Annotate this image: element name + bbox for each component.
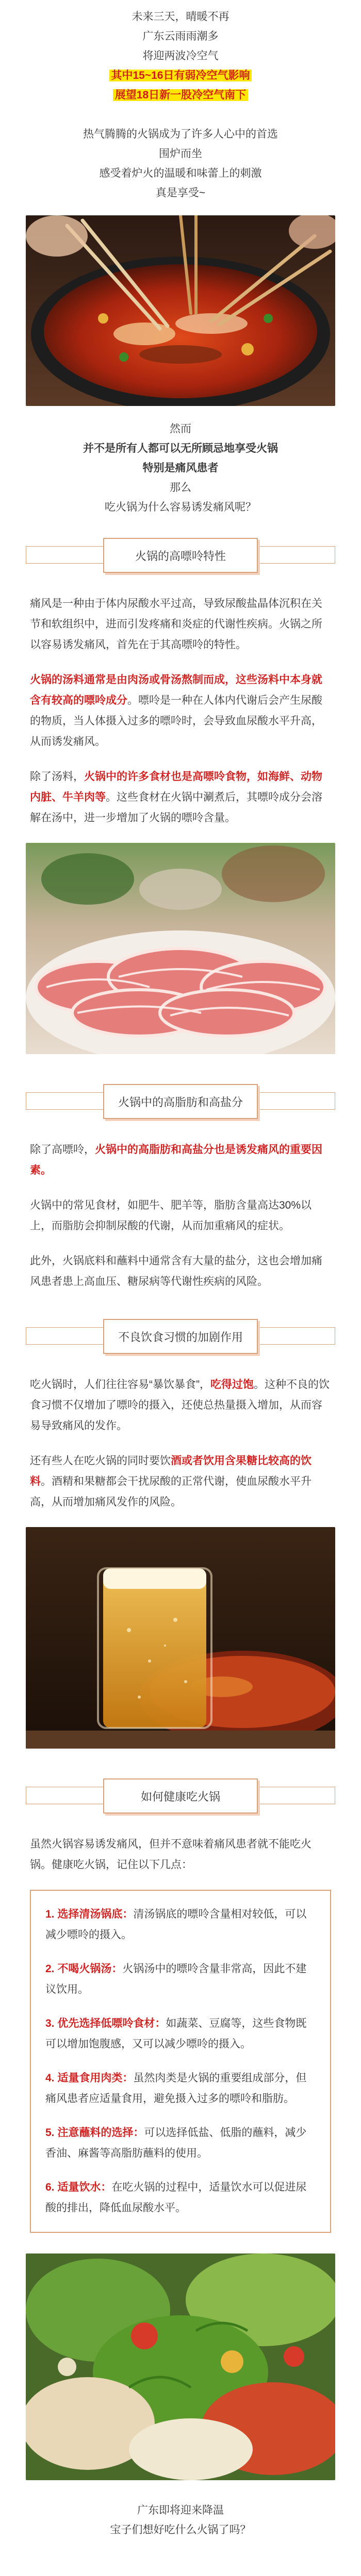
tip-title: 1. 选择清汤锅底： [45,1908,134,1920]
intro-block [0,0,361,203]
intro-line: 未来三天，晴暖不再 [132,11,229,23]
intro-line-red [0,66,361,86]
tip-text: 可以选择低盐、低脂的蘸料，减少香油、麻酱等高脂肪蘸料的使用。 [45,2127,307,2159]
section-title-4 [26,1778,335,1811]
paragraph-text: 。酒精和果糖都会干扰尿酸的正常代谢，使血尿酸水平升高，从而增加痛风发作的风险。 [30,1476,311,1508]
section-title-text: 火锅中的高脂肪和高盐分 [118,1095,243,1109]
emphasis-text: 酒或者饮用含果糖比较高的饮料 [30,1455,311,1487]
paragraph: 痛风是一种由于体内尿酸水平过高，导致尿酸盐晶体沉积在关节和软组织中，进而引发疼痛和炎症的代谢性疾病。火锅之所以容易诱发痛风，首先在于其高嘌呤的特性。 [30,598,322,651]
paragraph [30,1375,331,1436]
intro-line-red: 特别是痛风患者 [142,462,219,474]
tip-title: 3. 优先选择低嘌呤食材： [45,2018,166,2029]
tip-item [45,2068,316,2109]
tip-text: 火锅汤中的嘌呤含量非常高，因此不建议饮用。 [45,1963,307,1995]
paragraph-text: 。这种不良的饮食习惯不仅增加了嘌呤的摄入，还使总热量摄入增加，从而容易导致痛风的发作。 [30,1379,330,1432]
tip-title: 2. 不喝火锅汤： [45,1963,123,1975]
emphasis-text: 火锅中的许多食材也是高嘌呤食物，如海鲜、动物内脏、牛羊肉等 [30,771,322,803]
vegetables-photo [26,2253,335,2480]
outro-line: 宝子们想好吃什么火锅了吗？ [110,2524,251,2536]
emphasis-text: 火锅的汤料通常是由肉汤或骨汤熬制而成，这些汤料中本身就含有较高的嘌呤成分 [30,674,322,706]
outro-block [0,2501,361,2540]
section-2-body [0,1140,361,1292]
section-1-body [0,594,361,828]
tip-item [45,2013,316,2055]
emphasis-text: 吃得过饱 [210,1379,254,1391]
section-title-1 [26,538,335,571]
beer-hotpot-photo [26,1527,335,1749]
hotpot-photo [26,215,335,406]
highlight-text: 其中15~16日有弱冷空气影响 [109,70,252,81]
intro-line-red: 并不是所有人都可以无所顾忌地享受火锅 [83,443,278,454]
tip-text: 虽然肉类是火锅的重要组成部分，但痛风患者应适量食用，避免摄入过多的嘌呤和脂肪。 [45,2072,307,2105]
intro-line: 吃火锅为什么容易诱发痛风呢？ [105,501,256,513]
intro-line: 热气腾腾的火锅成为了许多人心中的首选 [83,128,278,140]
tip-text: 在吃火锅的过程中，适量饮水可以促进尿酸的排出，降低血尿酸水平。 [45,2181,307,2214]
paragraph: 火锅中的常见食材，如肥牛、肥羊等，脂肪含量高达30%以上，而脂肪会抑制尿酸的代谢，从而加重痛风的症状。 [30,1199,312,1232]
intro-line: 将迎两波冷空气 [142,50,219,62]
intro-line: 然而 [170,423,191,435]
paragraph [30,1140,331,1181]
paragraph [30,670,331,752]
tip-title: 4. 适量食用肉类： [45,2072,134,2084]
paragraph: 此外，火锅底料和蘸料中通常含有大量的盐分，这也会增加痛风患者患上高血压、糖尿病等代谢性疾病的风险。 [30,1255,322,1287]
intro-line: 真是享受~ [155,187,206,199]
section-3-body [0,1375,361,1513]
intro-line-red [0,86,361,105]
tip-text: 如蔬菜、豆腐等，这些食物既可以增加饱腹感，又可以减少嘌呤的摄入。 [45,2018,307,2050]
intro-block-2 [0,406,361,517]
intro-line: 围炉而坐 [159,148,202,160]
emphasis-text: 火锅中的高脂肪和高盐分也是诱发痛风的重要因素。 [30,1144,322,1176]
tip-item [45,1959,316,2000]
paragraph-text: 。这些食材在火锅中涮煮后，其嘌呤成分会溶解在汤中，进一步增加了火锅的嘌呤含量。 [30,791,322,824]
paragraph-text: 除了高嘌呤， [30,1144,95,1156]
section-4-body [0,1834,361,1875]
section-title-3 [26,1319,335,1352]
paragraph [30,1451,331,1513]
paragraph: 虽然火锅容易诱发痛风，但并不意味着痛风患者就不能吃火锅。健康吃火锅，记住以下几点： [30,1838,311,1871]
section-title-2 [26,1084,335,1117]
paragraph-text: 还有些人在吃火锅的同时要饮 [30,1455,171,1467]
tip-item [45,2177,316,2218]
sliced-meat-photo [26,843,335,1054]
paragraph-text: 。嘌呤是一种在人体内代谢后会产生尿酸的物质，当人体摄入过多的嘌呤时，会导致血尿酸水平升高，从而诱发痛风。 [30,694,322,748]
section-title-text: 不良饮食习惯的加剧作用 [118,1330,243,1344]
section-title-text: 如何健康吃火锅 [140,1790,220,1803]
tip-item [45,1904,316,1945]
tip-title: 5. 注意蘸料的选择： [45,2127,144,2139]
tip-title: 6. 适量饮水： [45,2181,112,2193]
outro-line: 广东即将迎来降温 [137,2504,224,2516]
paragraph-text: 除了汤料， [30,771,84,783]
tips-box [30,1890,331,2233]
section-title-text: 火锅的高嘌呤特性 [135,549,226,563]
tip-item [45,2123,316,2164]
intro-line: 感受着炉火的温暖和味蕾上的刺激 [99,167,262,179]
highlight-text: 展望18日新一股冷空气南下 [113,89,248,101]
paragraph [30,767,331,828]
intro-line: 那么 [170,482,191,494]
tip-text: 清汤锅底的嘌呤含量相对较低，可以减少嘌呤的摄入。 [45,1908,307,1941]
paragraph-text: 吃火锅时，人们往往容易“暴饮暴食”， [30,1379,210,1391]
intro-line: 广东云雨雨潮多 [142,30,219,42]
